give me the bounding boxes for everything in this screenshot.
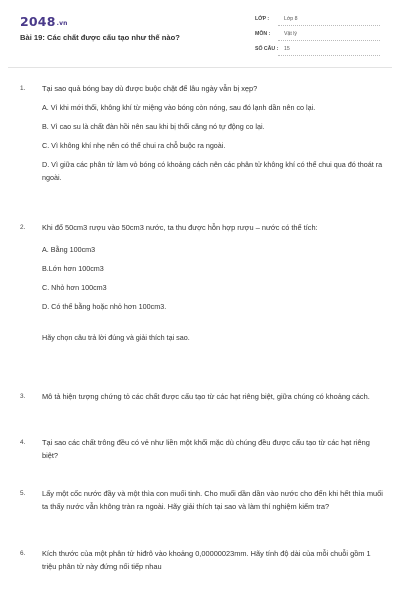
- question-number: 5.: [20, 490, 26, 497]
- subject-label: MÔN :: [255, 31, 271, 37]
- question-number: 6.: [20, 550, 26, 557]
- question-1: [20, 82, 384, 184]
- count-label: SỐ CÂU :: [255, 46, 279, 52]
- class-value: Lớp 8: [284, 16, 298, 22]
- question-5: [20, 487, 384, 513]
- site-logo[interactable]: [20, 14, 68, 29]
- option-a: A. Vì khi mới thổi, không khí từ miệng vào bóng còn nóng, sau đó lạnh dần nên co lại.: [42, 103, 316, 112]
- count-value: 15: [284, 46, 290, 52]
- option-c: C. Nhỏ hơn 100cm3: [42, 283, 107, 292]
- option-a: A. Bằng 100cm3: [42, 245, 96, 254]
- logo-domain: .vn: [56, 20, 68, 27]
- lesson-title: Bài 19: Các chất được cấu tạo như thế nào?: [20, 33, 180, 42]
- question-number: 4.: [20, 439, 26, 446]
- question-number: 3.: [20, 393, 26, 400]
- instruction-note: Hãy chọn câu trả lời đúng và giải thích tại sao.: [42, 333, 190, 342]
- subject-value: Vật lý: [284, 31, 297, 37]
- question-2: [20, 221, 384, 344]
- question-text: Tại sao các chất trông đều có vẻ như liền một khối mặc dù chúng đều được cấu tạo từ các hạt riêng biệt?: [42, 438, 370, 460]
- subject-underline: [278, 40, 380, 41]
- question-text: Lấy một cốc nước đầy và một thìa con muối tinh. Cho muối dần dần vào nước cho đến khi hết thìa muối ta thấy nước vẫn không tràn ra ngoài. Hãy giải thích tại sao và làm thí nghiệm kiểm tra?: [42, 489, 383, 511]
- header-divider: [8, 67, 392, 68]
- class-label: LỚP :: [255, 16, 270, 22]
- class-underline: [278, 25, 380, 26]
- option-d: D. Vì giữa các phân tử làm vỏ bóng có khoảng cách nên các phân tử không khí có thể chui qua đó thoát ra ngoài.: [42, 160, 383, 182]
- question-text: Khi đổ 50cm3 rượu vào 50cm3 nước, ta thu được hỗn hợp rượu – nước có thể tích:: [42, 223, 318, 232]
- option-b: B. Vì cao su là chất đàn hồi nên sau khi bị thổi căng nó tự động co lại.: [42, 122, 265, 131]
- logo-text: 2048: [20, 14, 56, 29]
- question-text: Mô tả hiện tượng chứng tỏ các chất được cấu tạo từ các hạt riêng biệt, giữa chúng có khoảng cách.: [42, 392, 370, 401]
- count-underline: [278, 55, 380, 56]
- question-3: [20, 390, 384, 403]
- question-text: Kích thước của một phân tử hiđrô vào khoảng 0,00000023mm. Hãy tính độ dài của mỗi chuỗi gồm 1 triệu phân tử này đứng nối tiếp nhau: [42, 549, 371, 571]
- question-6: [20, 547, 384, 573]
- question-number: 1.: [20, 85, 26, 92]
- option-b: B.Lớn hơn 100cm3: [42, 264, 104, 273]
- option-d: D. Có thể bằng hoặc nhỏ hơn 100cm3.: [42, 302, 167, 311]
- question-4: [20, 436, 384, 462]
- question-text: Tại sao quả bóng bay dù được buộc chặt để lâu ngày vẫn bị xẹp?: [42, 84, 258, 93]
- question-number: 2.: [20, 224, 26, 231]
- option-c: C. Vì không khí nhẹ nên có thể chui ra chỗ buộc ra ngoài.: [42, 141, 226, 150]
